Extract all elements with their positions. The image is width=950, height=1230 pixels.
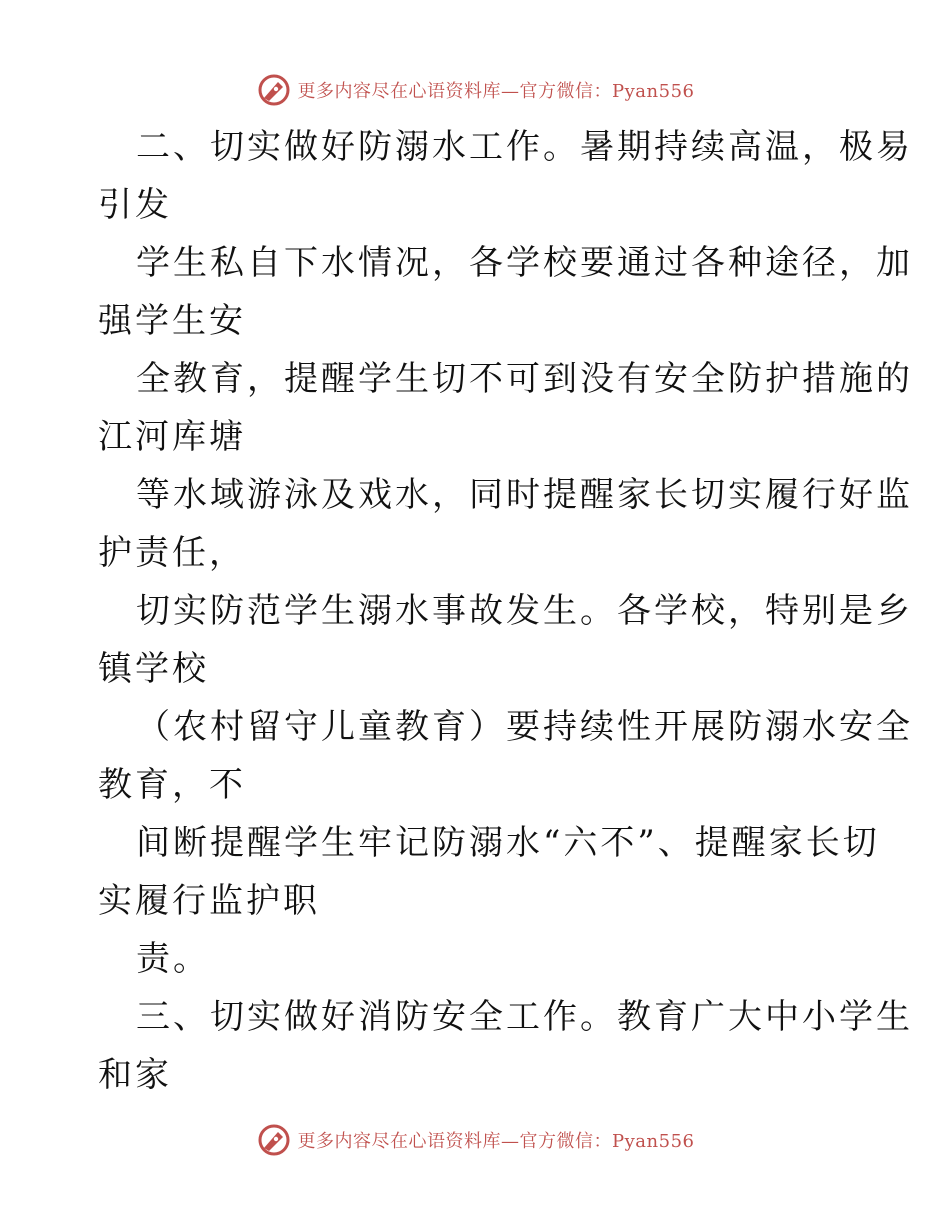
text-line: 和家 (98, 1055, 172, 1095)
text-line: 等水域游泳及戏水，同时提醒家长切实履行好监 (136, 475, 913, 515)
pen-nib-icon (256, 72, 292, 108)
header-watermark (0, 70, 950, 110)
text-line: 实履行监护职 (98, 881, 320, 921)
watermark-text: 更多内容尽在心语资料库—官方微信：Pyan556 (297, 81, 695, 102)
text-line: 教育，不 (98, 765, 246, 805)
text-line: 三、切实做好消防安全工作。教育广大中小学生 (136, 997, 913, 1037)
text-line: 全教育，提醒学生切不可到没有安全防护措施的 (136, 359, 913, 399)
pen-nib-icon (256, 1122, 292, 1158)
text-line: 强学生安 (98, 301, 246, 341)
text-line: 切实防范学生溺水事故发生。各学校，特别是乡 (136, 591, 913, 631)
text-line: 间断提醒学生牢记防溺水“六不”、提醒家长切 (136, 823, 880, 863)
text-line: （农村留守儿童教育）要持续性开展防溺水安全 (136, 707, 913, 747)
text-line: 学生私自下水情况，各学校要通过各种途径，加 (136, 243, 913, 283)
text-line: 护责任， (98, 533, 246, 573)
watermark-text: 更多内容尽在心语资料库—官方微信：Pyan556 (297, 1131, 695, 1152)
footer-watermark (0, 1120, 950, 1160)
text-line: 责。 (136, 939, 210, 979)
text-line: 二、切实做好防溺水工作。暑期持续高温，极易 (136, 127, 913, 167)
text-line: 江河库塘 (98, 417, 246, 457)
text-line: 引发 (98, 185, 172, 225)
text-line: 镇学校 (98, 649, 209, 689)
